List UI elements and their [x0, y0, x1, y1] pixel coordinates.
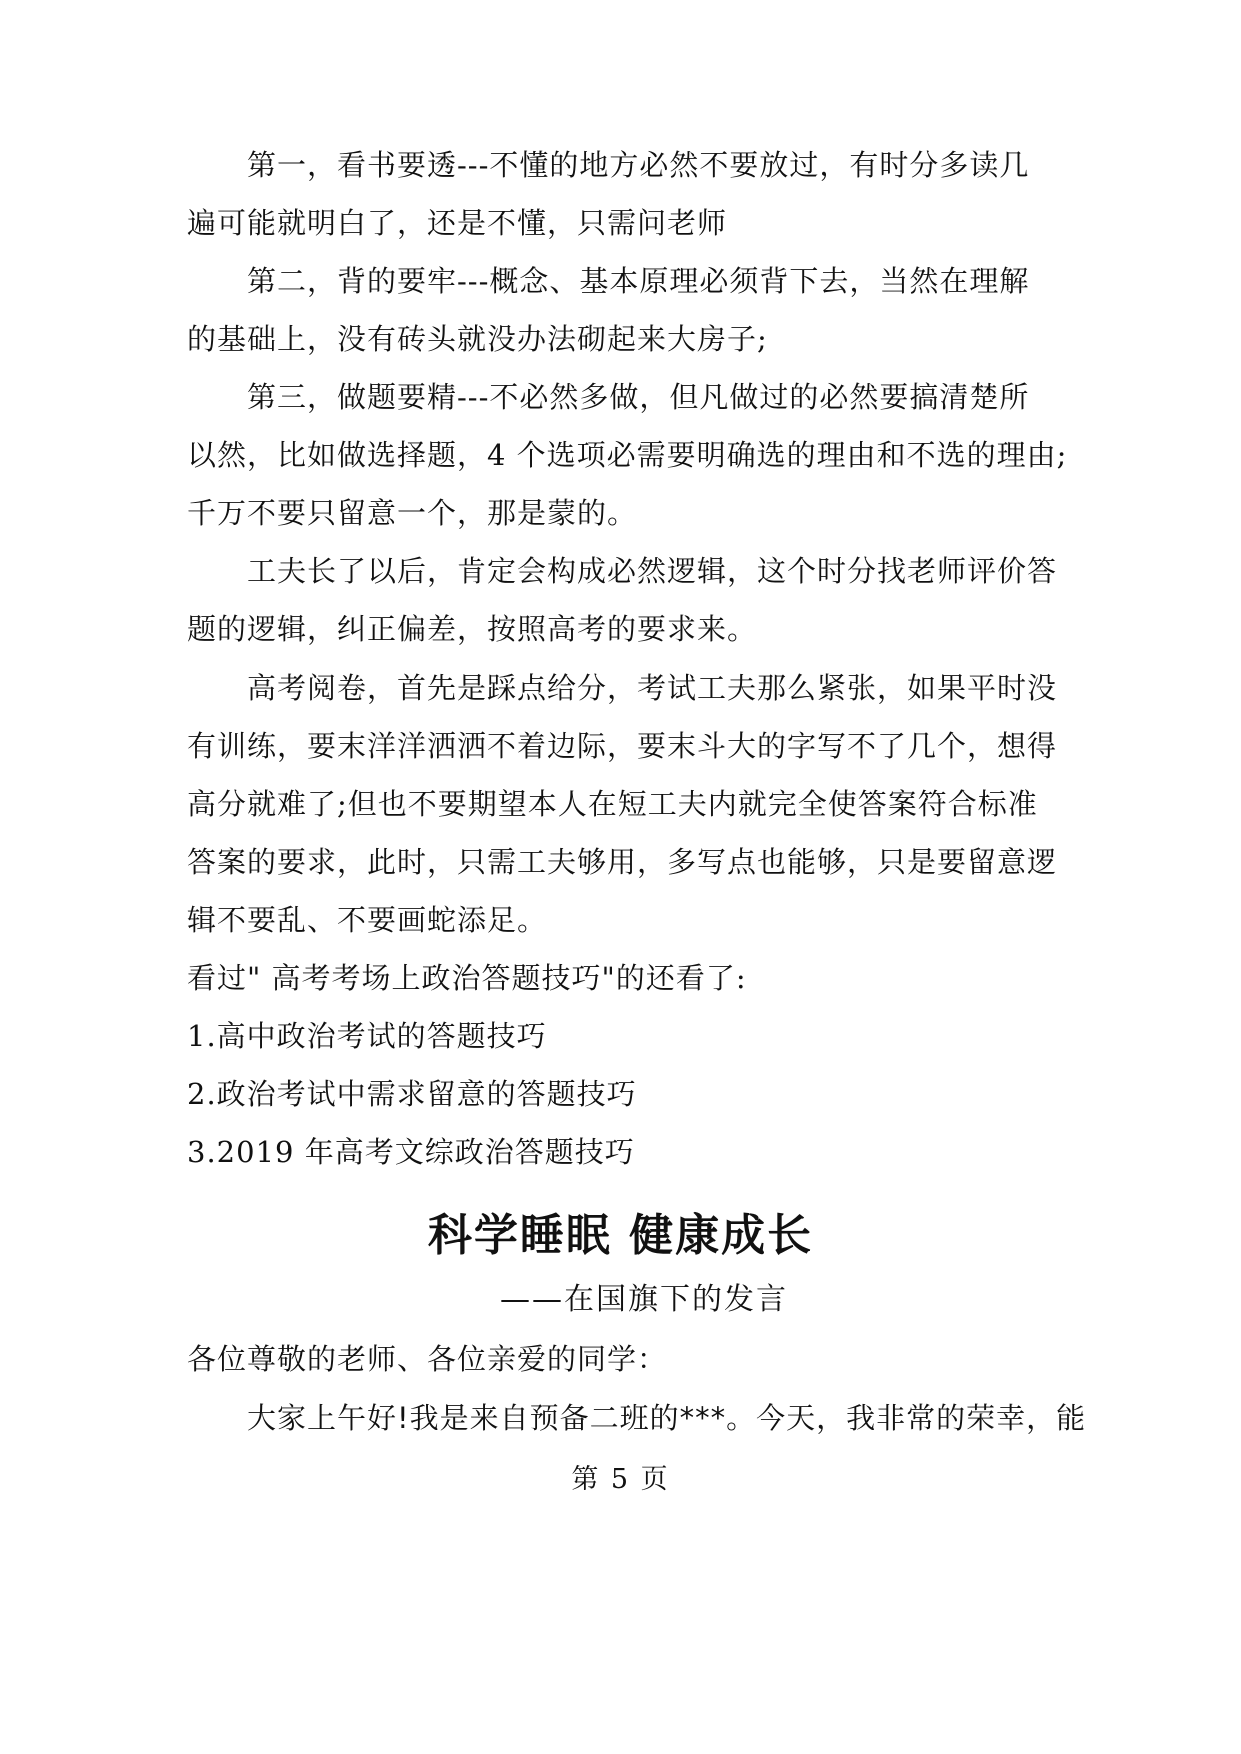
speech-title: 科学睡眠 健康成长: [427, 1210, 814, 1261]
paragraph-line: 高分就难了;但也不要期望本人在短工夫内就完全使答案符合标准: [187, 787, 1038, 821]
paragraph-line: 第二，背的要牢---概念、基本原理必须背下去，当然在理解: [247, 264, 1030, 298]
paragraph-line: 以然，比如做选择题，4 个选项必需要明确选的理由和不选的理由;: [187, 438, 1068, 472]
paragraph-line: 遍可能就明白了，还是不懂，只需问老师: [187, 206, 728, 240]
paragraph-line: 高考阅卷，首先是踩点给分，考试工夫那么紧张，如果平时没: [247, 671, 1058, 705]
related-item: 1.高中政治考试的答题技巧: [187, 1019, 547, 1053]
paragraph-line: 辑不要乱、不要画蛇添足。: [187, 903, 548, 937]
related-item: 3.2019 年高考文综政治答题技巧: [187, 1135, 635, 1169]
related-heading: 看过" 高考考场上政治答题技巧"的还看了:: [187, 961, 747, 995]
paragraph-line: 题的逻辑，纠正偏差，按照高考的要求来。: [187, 612, 758, 646]
speech-opening: 大家上午好!我是来自预备二班的***。今天，我非常的荣幸，能: [247, 1401, 1087, 1435]
paragraph-line: 的基础上，没有砖头就没办法砌起来大房子;: [187, 322, 768, 356]
paragraph-line: 工夫长了以后，肯定会构成必然逻辑，这个时分找老师评价答: [247, 554, 1058, 588]
paragraph-line: 千万不要只留意一个，那是蒙的。: [187, 496, 638, 530]
speech-subtitle: ——在国旗下的发言: [500, 1282, 788, 1317]
paragraph-line: 有训练，要末洋洋洒洒不着边际，要末斗大的字写不了几个，想得: [187, 729, 1058, 763]
paragraph-line: 第三，做题要精---不必然多做，但凡做过的必然要搞清楚所: [247, 380, 1030, 414]
related-item: 2.政治考试中需求留意的答题技巧: [187, 1077, 637, 1111]
speech-salutation: 各位尊敬的老师、各位亲爱的同学：: [187, 1342, 668, 1376]
page-number: 第 5 页: [571, 1464, 670, 1495]
paragraph-line: 第一，看书要透---不懂的地方必然不要放过，有时分多读几: [247, 148, 1030, 182]
paragraph-line: 答案的要求，此时，只需工夫够用，多写点也能够，只是要留意逻: [187, 845, 1058, 879]
